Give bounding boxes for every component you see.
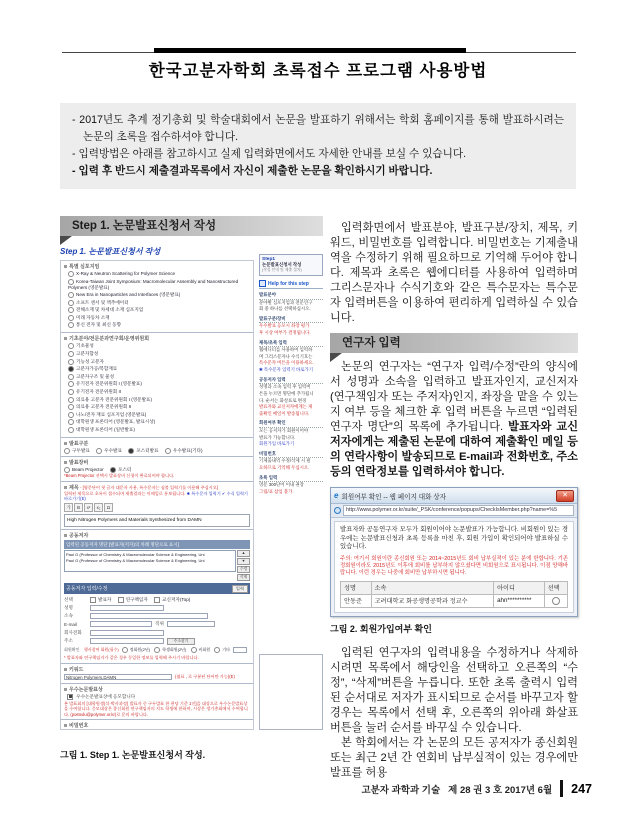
coauthor-input-bar	[64, 583, 250, 594]
help-line: 영문 300단어 이내 권장	[259, 482, 304, 488]
committee-section	[61, 332, 253, 437]
notice-item: - 입력방법은 아래를 참고하시고 실제 입력화면에서도 자세한 안내를 보실 수 있습니다.	[72, 148, 467, 160]
password-label: 비밀번호	[64, 722, 250, 729]
help-line: 후 시상 여부가 결정됩니다.	[259, 330, 311, 336]
option-label: 통신 전자 및 최신 동향	[76, 322, 122, 328]
password-section	[61, 719, 253, 730]
step1-banner-label: Step 1. 논문발표신청서 작성	[72, 220, 217, 232]
paragraph-2-bold: 발표자와 교신저자에게는 제출된 논문에 대하여 제출확인 메일 등의 연락사항이 발송되므로 E-mail과 전화번호, 주소 등의 연락정보를 입력하셔야 합니다.	[330, 421, 579, 478]
membership-table-row	[341, 594, 568, 607]
option-label: 전해소재 및 차세대 소재 심포지엄	[76, 307, 144, 313]
researcher-input-banner-label: 연구자 입력	[342, 337, 401, 349]
committee-option[interactable]	[68, 381, 250, 387]
journal-issue: 제 28 권 3 호 2017년 6월	[448, 784, 553, 796]
paragraph-1: 입력화면에서 발표분야, 발표구분/장치, 제목, 키워드, 비밀번호를 입력합니다. 비밀번호는 기제출내역을 수정하기 위해 필요하므로 기억해 두어야 합니다. 제목과 초록은 웹에디터를 사용하여 입력하며 그리스문자나 수식기호와 같은 특수문자는 특수문자 입력버튼을 이용하여 편리하게 입력하실 수 있습니다.	[330, 222, 578, 324]
name-row	[64, 605, 250, 611]
address-input[interactable]	[90, 638, 164, 644]
membership-other-input[interactable]	[233, 647, 247, 653]
editor-toolbar-icon[interactable]: 가	[64, 503, 73, 512]
committee-option[interactable]	[68, 343, 250, 349]
address-label: 주소	[64, 638, 73, 644]
committee-option[interactable]	[68, 389, 250, 395]
help-line: 분야별 심포지엄과 전문연구	[259, 299, 313, 305]
paragraph-2	[330, 360, 578, 480]
coauthor-list[interactable]	[64, 550, 236, 572]
keyword-input[interactable]: Nitrogen Polymers,DAMN	[64, 674, 172, 680]
option-label: 우수발표	[104, 447, 122, 453]
researcher-note: * 발표자와 연구책임자가 같은 경우 동일한 정보를 입력해 주시기 바랍니다.	[64, 655, 199, 661]
help-title	[259, 280, 323, 289]
membership-option[interactable]	[214, 647, 230, 653]
help-line: ✱ 특수문자 입력기 바로가기	[259, 367, 313, 373]
phone-label: 회사전화	[64, 629, 82, 635]
page-footer	[361, 780, 592, 797]
radio-icon[interactable]	[68, 389, 74, 395]
symposium-option[interactable]	[68, 300, 250, 306]
name-label: 성명	[64, 605, 73, 611]
membership-option[interactable]	[122, 647, 150, 653]
dialog-body-text: 발표자와 공동연구자 모두가 회원이어야 논문발표가 가능합니다. 비회원이 있는 경우에는 논문발표신청과 초록 등록을 마친 후, 회원 가입이 확인되어야 발표하실 수 있습니다.	[340, 526, 568, 551]
equipment-section	[61, 456, 253, 481]
membership-label: 회원확인	[64, 647, 80, 653]
checkbox-icon[interactable]	[90, 597, 96, 603]
symposium-section	[61, 261, 253, 332]
radio-icon[interactable]	[68, 307, 74, 313]
help-line: 발표가 가능합니다.	[259, 434, 296, 440]
committee-option[interactable]	[68, 404, 250, 410]
membership-table	[340, 581, 568, 608]
award-checkbox[interactable]	[67, 694, 73, 700]
affiliation-row	[64, 613, 250, 619]
option-label: 기타	[222, 647, 230, 653]
option-label: 고분자합성	[76, 351, 99, 357]
figure1-heading: Step 1. 논문발표신청서 작성	[60, 247, 161, 256]
coauthor-add-button[interactable]: 입력	[232, 585, 248, 593]
affiliation-label: 소속	[64, 613, 73, 619]
position-input[interactable]	[167, 621, 215, 627]
help-line: 기제출내역 수정/삭제 시 필	[259, 458, 311, 464]
presentation-type-options	[64, 448, 250, 454]
option-label: 우수발표(기타)	[172, 447, 203, 453]
symposium-option[interactable]	[68, 307, 250, 313]
phone-row	[64, 630, 250, 636]
paragraph-3: 입력된 연구자의 입력내용을 수정하거나 삭제하시려면 목록에서 해당인을 선택하고 오른쪽의 “수정”, “삭제”버튼을 누릅니다. 또한 초록 출력시 입력된 순서대로 저자가 표시되므로 순서를 바꾸고자 할 경우는 목록에서 선택 후, 오른쪽의 위아래 화살표 버튼을 눌러 순서를 바꾸실 수 있습니다.	[330, 647, 578, 734]
option-label: 기초물성	[76, 343, 94, 349]
membership-dialog	[330, 487, 578, 617]
radio-icon[interactable]	[165, 448, 171, 454]
submission-form	[60, 260, 254, 730]
presentation-type-section	[61, 437, 253, 456]
coauthor-label: 공동저자	[64, 532, 250, 539]
help-lines	[259, 292, 323, 495]
award-checkbox-label: 우수논문발표상에 응모합니다	[76, 693, 136, 699]
radio-icon[interactable]	[68, 322, 74, 328]
option-label: 미래 자동차 소재	[76, 314, 110, 320]
radio-icon[interactable]	[68, 374, 74, 380]
help-line: 비밀번호	[259, 451, 323, 459]
radio-icon[interactable]	[68, 292, 74, 298]
option-label: New Era in Nanoparticles and Interfaces (영문발표)	[76, 292, 181, 298]
sidebar-step-subtitle: 논문발표신청서 작성	[262, 262, 302, 267]
committee-option[interactable]	[68, 397, 250, 403]
coauthor-entry[interactable]: Paul G (Professor of Chemistry & Macromolecular Science & Engineering, Uni	[66, 552, 205, 558]
help-line: 발표자와 교신저자에게는 제	[259, 404, 313, 410]
symposium-option[interactable]	[68, 292, 250, 298]
address-row	[64, 638, 250, 645]
radio-icon[interactable]	[64, 467, 70, 473]
help-line: 우수발표 응모시 좌장 평가	[259, 323, 310, 329]
option-label: 포스터	[118, 467, 132, 473]
help-line: 특수문자 버튼을 이용하세요.	[259, 360, 314, 366]
radio-icon[interactable]	[68, 366, 74, 372]
help-line: 모든 공저자가 회원이어야	[259, 427, 309, 433]
member-select-radio[interactable]	[552, 597, 560, 605]
membership-table-header: 성명	[341, 581, 372, 594]
option-label: 고분자구조 및 물성	[76, 374, 115, 379]
committee-option[interactable]	[68, 366, 250, 372]
help-line: 요하므로 기억해 두십시오.	[259, 465, 310, 471]
radio-icon[interactable]	[68, 359, 74, 365]
help-line: 튼을 누르면 명단에 추가됩니	[259, 390, 314, 396]
radio-icon[interactable]	[128, 448, 134, 454]
presentation-type-label: 발표구분	[64, 440, 250, 447]
radio-icon[interactable]	[68, 404, 74, 410]
committee-option[interactable]	[68, 419, 250, 425]
radio-icon[interactable]	[68, 381, 74, 387]
title-note: - [영문단어 첫 글자 대문자 사용, 특수문자는 심볼 입력기를 이용해 주십시오]	[80, 484, 218, 490]
position-label: 직위	[155, 621, 164, 627]
symposium-label: 특별 심포지엄	[64, 263, 250, 270]
close-icon[interactable]: ✕	[556, 490, 574, 502]
editor-toolbar-icon[interactable]: Ω	[104, 503, 113, 512]
presentation-type-option[interactable]	[96, 448, 122, 454]
title-note2-red: 입력된 제목으로 초록이 접수되며 제출결과는 이메일로 통보됩니다.	[64, 490, 186, 496]
email-input[interactable]	[90, 621, 152, 627]
affiliation-input[interactable]	[90, 613, 208, 619]
radio-icon[interactable]	[68, 300, 74, 306]
committee-options	[64, 343, 250, 433]
email-row	[64, 621, 250, 627]
award-label: 우수논문발표상	[64, 686, 250, 693]
keyword-note: (쉼표 , 로 구분된 단어만 가능)(E)	[175, 673, 235, 679]
title-label: 제목	[64, 485, 79, 491]
banner-fold-icon	[60, 236, 72, 245]
presentation-type-option[interactable]	[128, 448, 158, 454]
step1-banner	[60, 216, 323, 236]
ie-icon: e	[334, 491, 339, 500]
sidebar-step-title: Step1	[262, 257, 276, 262]
option-label: X-Ray & Neutron Scattering for Polymer Science	[76, 271, 176, 277]
title-section	[61, 481, 253, 530]
option-label: 교신저자(Top)	[162, 596, 191, 602]
title-note2-links[interactable]: ✱ 특수문자 입력기 ✔ 수식 입력기 바로가기(E)	[64, 490, 248, 501]
committee-option[interactable]	[68, 374, 250, 380]
committee-option[interactable]	[68, 427, 250, 433]
option-label: Beam Projector	[72, 467, 104, 473]
role-select-row	[64, 597, 250, 603]
option-label: 의료용 고분자 전문위원회 II	[76, 404, 132, 410]
journal-name: 고분자 과학과 기술	[361, 784, 441, 796]
page-number: 247	[571, 781, 592, 796]
membership-options	[122, 647, 233, 653]
option-label: 정회원(2년)	[129, 647, 151, 653]
title-top-bar	[154, 48, 466, 53]
membership-table-header: 아이디	[494, 581, 545, 594]
membership-option[interactable]	[154, 647, 186, 653]
radio-icon[interactable]	[68, 271, 74, 277]
help-line: 공동저자 입력	[259, 377, 323, 385]
coauthor-action-button[interactable]: 삭제	[237, 574, 250, 581]
radio-icon[interactable]	[68, 343, 74, 349]
email-label: E-mail	[64, 621, 78, 627]
dialog-body	[334, 521, 574, 613]
member-affiliation-cell: 고려대학교 화공생명공학과 정교수	[371, 594, 494, 607]
member-select-cell	[544, 594, 567, 607]
committee-option[interactable]	[68, 359, 250, 365]
role-options	[90, 597, 195, 603]
help-line: 발표구분/장비	[259, 316, 323, 324]
option-label: 유기전자 전문위원회 II	[76, 389, 122, 395]
option-label: 학생회원(2년)	[162, 647, 187, 653]
sidebar-empty-panel	[259, 654, 323, 730]
symposium-options	[64, 271, 250, 328]
symposium-option[interactable]	[68, 322, 250, 328]
equipment-option[interactable]	[64, 467, 104, 473]
committee-option[interactable]	[68, 351, 250, 357]
radio-icon[interactable]	[68, 397, 74, 403]
symposium-option[interactable]	[68, 279, 250, 291]
option-label: 발표자	[98, 596, 112, 602]
option-label: 고분자가공/복합재료	[76, 366, 118, 372]
closing-paragraphs	[330, 646, 578, 781]
keyword-label: 키워드	[64, 666, 250, 673]
dialog-address-bar	[331, 504, 577, 518]
dialog-warning-text: 주의: 여기서 회원이란 종신회원 또는 2014~2015년도 회비 납부실적이 있는 분에 한합니다. 기존 정회원이라도 2015년도 이후에 회비를 납부하지 않으셨다면 비회원으로 표시됩니다. 이점 양해바랍니다. 이런 경우는 나중에 회비만 납부하시면 됩니다.	[340, 555, 568, 576]
footer-divider	[560, 780, 563, 797]
checkbox-icon[interactable]	[154, 597, 160, 603]
option-label: 비회원	[198, 647, 211, 653]
coauthor-action-button[interactable]: 수정	[237, 566, 250, 573]
editor-toolbar-icon[interactable]: x₂	[94, 503, 103, 512]
coauthor-section	[61, 529, 253, 662]
figure1-caption: 그림 1. Step 1. 논문발표신청서 작성.	[60, 750, 206, 760]
role-option[interactable]	[118, 597, 148, 603]
symposium-option[interactable]	[68, 315, 250, 321]
option-label: 유기전자 전문위원회 I (영문발표)	[76, 381, 142, 387]
checkbox-icon[interactable]	[118, 597, 124, 603]
option-label: 의료용 고분자 전문위원회 I (영문발표)	[76, 396, 153, 402]
help-title-label: Help for this step	[268, 280, 309, 287]
option-label: 대학원생 프론티어 (영문발표, 발표시상)	[76, 419, 156, 425]
member-name-cell: 안동준	[341, 594, 372, 607]
help-line: 초록 입력	[259, 475, 323, 483]
dialog-title-bar[interactable]	[331, 488, 577, 504]
membership-option[interactable]	[191, 647, 211, 653]
radio-icon[interactable]	[154, 647, 160, 653]
help-line: 발표분야	[259, 292, 323, 300]
researcher-input-banner	[330, 333, 578, 353]
member-id-cell: ahn**********	[494, 594, 545, 607]
radio-icon[interactable]	[64, 448, 70, 454]
help-sidebar-step-box	[259, 254, 323, 276]
symposium-option[interactable]	[68, 271, 250, 277]
coauthor-reorder-buttons	[237, 550, 250, 581]
coauthor-action-button[interactable]: ▲	[237, 550, 250, 557]
dialog-title: 회원여부 확인 -- 웹 페이지 대화 상자	[341, 493, 447, 501]
membership-table-header: 소속	[371, 581, 494, 594]
editor-toolbar-icon[interactable]: x²	[84, 503, 93, 512]
notice-item: - 입력 후 반드시 제출결과목록에서 자신이 제출한 논문을 확인하시기 바랍니다.	[72, 165, 433, 177]
radio-icon[interactable]	[68, 419, 74, 425]
radio-icon[interactable]	[68, 412, 74, 418]
help-line: 며 그리스문자나 수식기호는	[259, 353, 313, 359]
option-label: 대학원생 프론티어 (일반발표)	[76, 427, 135, 433]
figure2-dialog-screenshot	[330, 487, 578, 617]
help-line: 다. 순서는 화살표로 변경	[259, 397, 307, 403]
help-line: 출확인 메일이 발송됩니다.	[259, 410, 310, 416]
role-option[interactable]	[90, 597, 111, 603]
radio-icon[interactable]	[191, 647, 197, 653]
membership-table-header-row	[341, 581, 568, 594]
notice-box	[60, 103, 576, 189]
option-label: 기능성 고분자	[76, 358, 104, 364]
membership-table-header: 선택	[544, 581, 567, 594]
title-toolbar	[64, 503, 250, 512]
coauthor-entry[interactable]: Paul G (Professor of Chemistry & Macromolecular Science & Engineering, Uni	[66, 558, 205, 564]
presentation-type-option[interactable]	[165, 448, 203, 454]
name-input[interactable]	[90, 605, 164, 611]
award-note: 본 발표회의 [대학원생(석·박사과정) 발표자 중 구두발표 한 편당 기준 1인]을 대상으로 우수논문발표상을 수여합니다. 응모대상은 종신회원 연구책임자의 지도 학생에 한하며, 시상은 정기총회에서 수여합니다. (postedu@polymer.or.kr)로 문의 바랍니다.	[64, 700, 248, 717]
option-label: Korea-Taiwan Joint Symposium: Macromolecular Assembly and Nanostructured Polymers (영문발표)	[68, 279, 239, 290]
option-label: 연구책임자	[125, 596, 148, 602]
notice-item: - 2017년도 추계 정기총회 및 학술대회에서 논문을 발표하기 위해서는 학회 홈페이지를 통해 발표하시려는 논문의 초록을 접수하셔야 합니다.	[72, 114, 564, 143]
title-input[interactable]: High Nitrogen Polymers and Materials Synthesized from DAMN	[64, 514, 250, 527]
page-title: 한국고분자학회 초록접수 프로그램 사용방법	[148, 62, 488, 80]
equipment-note: *Beam Projector 선택시 발표장비 신청이 완료되어야 합니다.	[64, 473, 175, 479]
equipment-label: 발표장비	[64, 459, 250, 466]
sidebar-step-note: (작성 안내 및 제출 절차)	[262, 268, 302, 272]
paragraph-2-normal: 논문의 연구자는 “연구자 입력/수정”란의 양식에서 성명과 소속을 입력하고 발표자인지, 교신저자(연구책임자 또는 주저자)인지, 좌장을 맡을 수 있는지 여부 등을 체크한 후 입력 버튼을 누르면 “입력된 연구자 명단”의 목록에 추가됩니다.	[330, 361, 578, 433]
phone-input[interactable]	[90, 630, 164, 636]
radio-icon[interactable]	[122, 647, 128, 653]
radio-icon[interactable]	[96, 448, 102, 454]
help-line: 웹에디터를 사용하여 입력하	[259, 347, 313, 353]
radio-icon[interactable]	[68, 351, 74, 357]
help-line: 회원여부 확인	[259, 420, 323, 428]
option-label: 나노/전자 재료 심포지엄 (영문발표)	[76, 412, 147, 418]
option-label: 포스터발표	[136, 447, 159, 453]
figure1-form-screenshot	[60, 246, 323, 746]
coauthor-action-button[interactable]: ▼	[237, 558, 250, 565]
presentation-type-option[interactable]	[64, 448, 90, 454]
committee-option[interactable]	[68, 412, 250, 418]
radio-icon[interactable]	[214, 647, 220, 653]
coauthor-list-header: 입력된 공동저자 명단 [발표자(저자)의 차례 명단으로 표시]	[64, 540, 250, 549]
help-line: 회원가입 바로가기	[259, 441, 295, 447]
editor-toolbar-icon[interactable]: B	[74, 503, 83, 512]
help-line: 회 중 하나를 선택하십시오.	[259, 306, 311, 312]
globe-icon	[334, 507, 341, 514]
membership-required-note: 행사참여 회원(필수)	[84, 647, 119, 653]
help-icon	[259, 280, 266, 287]
membership-row	[64, 647, 250, 653]
help-line: 성명과 소속 입력 후 입력버	[259, 384, 311, 390]
help-line: 그림/표 삽입 불가	[259, 488, 293, 494]
paragraph-4: 본 학회에서는 각 논문의 모든 공저자가 종신회원 또는 최근 2년 간 연회비 납부실적이 있는 경우에만 발표를 허용	[330, 737, 578, 779]
radio-icon[interactable]	[68, 427, 74, 433]
committee-label: 기초분야/전문분과연구회/운영위원회	[64, 335, 250, 342]
option-label: 구두발표	[72, 447, 90, 453]
dialog-url[interactable]: http://www.polymer.or.kr/suite/_PSK/conference/popups/CheckIsMember.php?name=%5	[343, 505, 574, 516]
figure2-caption: 그림 2. 회원가입여부 확인	[330, 624, 432, 634]
help-line: 제목/초록 입력	[259, 340, 323, 348]
role-select-label: 선택	[64, 596, 73, 602]
role-option[interactable]	[154, 597, 190, 603]
award-section	[61, 683, 253, 720]
radio-icon[interactable]	[110, 467, 116, 473]
help-sidebar	[259, 254, 323, 730]
address-search-button[interactable]: 주소찾기	[167, 638, 195, 645]
radio-icon[interactable]	[68, 315, 74, 321]
coauthor-input-bar-label: 공동저자 입력/수정	[66, 586, 108, 593]
keyword-section	[61, 663, 253, 683]
option-label: 소프트 센서 및 액추에이터	[76, 299, 129, 305]
